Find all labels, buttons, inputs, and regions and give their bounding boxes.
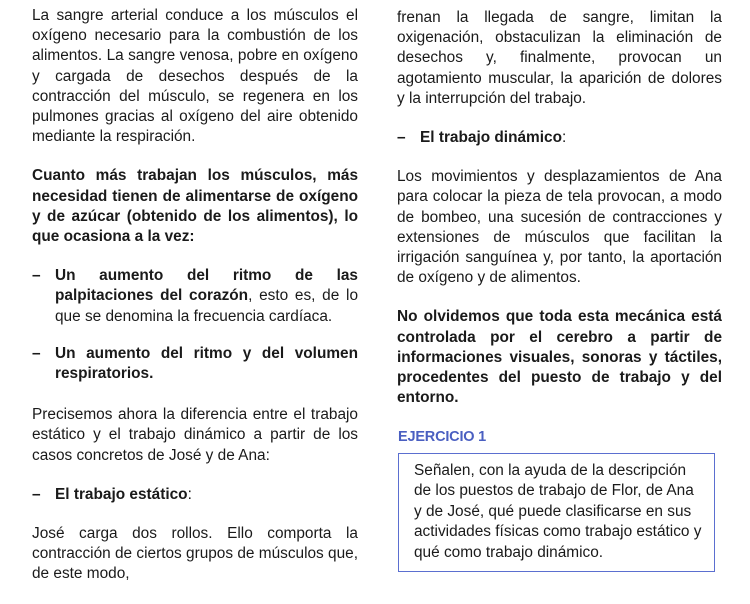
paragraph-ana-dynamic: Los movimientos y desplazamientos de Ana para colocar la pieza de tela provocan, a modo de bombeo, una sucesión de contracciones y extensiones de músculos que facilitan la irrigación sanguínea y, por tanto, la aportación de oxígeno y de alimentos.: [397, 168, 722, 287]
exercise-box: [398, 453, 715, 573]
subheading-dynamic-work: [397, 128, 722, 148]
dash-marker: –: [32, 344, 41, 362]
left-column: [32, 6, 358, 604]
paragraph-work-types-intro: Precisemos ahora la diferencia entre el trabajo estático y el trabajo dinámico a partir de los casos concretos de José y de Ana:: [32, 406, 358, 464]
dash-marker: –: [32, 485, 41, 503]
subheading-suffix: :: [561, 129, 567, 147]
subheading-text: El trabajo dinámico: [420, 129, 562, 147]
list-item-text: , esto es, de lo que se denomina la frecuencia cardíaca.: [55, 287, 359, 325]
subheading-suffix: :: [187, 485, 192, 503]
paragraph-jose-static: José carga dos rollos. Ello comporta la contracción de ciertos grupos de músculos que, de este modo,: [32, 525, 358, 583]
dash-marker: –: [397, 129, 406, 147]
paragraph-blood-circulation: La sangre arterial conduce a los músculos el oxígeno necesario para la combustión de los alimentos. La sangre venosa, pobre en oxígeno y cargada de desechos después de la contracción del músculo, se regenera en los pulmones gracias al oxígeno del aire obtenido mediante la respiración.: [32, 7, 358, 146]
dash-marker: –: [32, 267, 41, 285]
paragraph-brain-control: No olvidemos que toda esta mecánica está controlada por el cerebro a partir de informaciones visuales, sonoras y táctiles, procedentes del puesto de trabajo y del entorno.: [397, 308, 722, 407]
subheading-static-work: [32, 485, 358, 505]
effects-list: [32, 266, 358, 384]
list-item-bold-text: Un aumento del ritmo de las palpitaciones del corazón: [55, 267, 358, 305]
subheading-text: El trabajo estático: [55, 485, 188, 503]
list-item-heart-rate: [32, 266, 358, 327]
list-item-respiration: [32, 344, 358, 384]
paragraph-static-effects: frenan la llegada de sangre, limitan la oxigenación, obstaculizan la eliminación de desechos y, finalmente, provocan un agotamiento muscular, la aparición de dolores y la interrupción del trabajo.: [397, 9, 722, 107]
right-column: [397, 8, 722, 572]
exercise-text: Señalen, con la ayuda de la descripción de los puestos de trabajo de Flor, de Ana y de José, qué puede clasificarse en sus actividades físicas como trabajo estático y qué como trabajo dinámico.: [414, 461, 702, 561]
paragraph-muscle-needs: Cuanto más trabajan los músculos, más necesidad tienen de alimentarse de oxígeno y de azúcar (obtenido de los alimentos), lo que ocasiona a la vez:: [32, 167, 358, 246]
list-item-bold-text: Un aumento del ritmo y del volumen respiratorios.: [55, 344, 358, 383]
exercise-title: EJERCICIO 1: [398, 429, 487, 446]
